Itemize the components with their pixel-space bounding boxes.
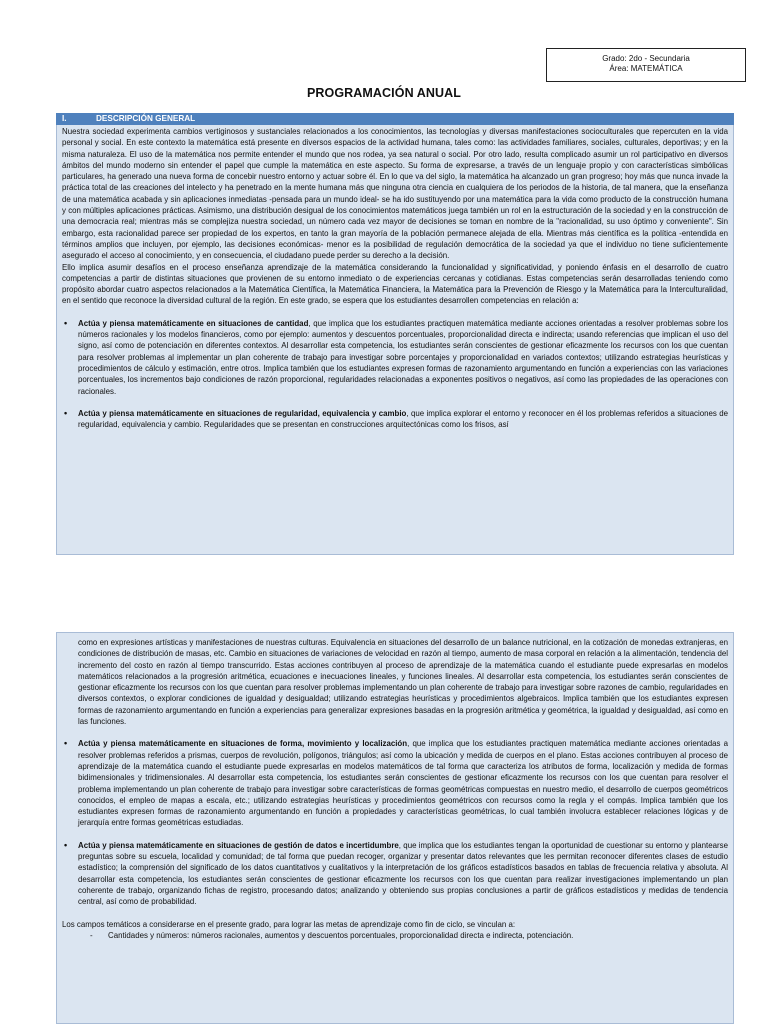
list-item — [90, 930, 728, 941]
list-item — [62, 840, 728, 908]
competency-list-continued — [62, 738, 728, 907]
section-number: I. — [62, 114, 67, 123]
thematic-field-text: Cantidades y números: números racionales, aumentos y descuentos porcentuales, proporcionalidad directa e indirecta, potenciación. — [108, 930, 574, 940]
grade-area-box — [546, 48, 746, 82]
competency-list — [62, 318, 728, 431]
competency-text-data: , que implica que los estudiantes tengan la oportunidad de cuestionar su entorno y plantearse preguntas sobre su escuela, localidad y comunidad; de tal forma que puedan recoger, organizar y presentar datos relevantes que les permitan reconocer diferentes clases de estudio estadístico; la comprensión del significado de los datos cuantitativos y cualitativos y la interpretación de los gráficos estadísticos basados en tablas de frecuencia relativa y absoluta. Al desarrollar esta competencia, los estudiantes serán conscientes de gestionar eficazmente los recursos con los que cuentan para realizar investigaciones implementando un plan coherente de trabajo, organizando fichas de registro, procesando datos; analizando y obteniendo sus propias conclusiones a partir de gráficos estadísticos y medidas de tendencia central, así como de probabilidad. — [78, 840, 728, 907]
competency-title-data: Actúa y piensa matemáticamente en situaciones de gestión de datos e incertidumbre — [78, 840, 399, 850]
competency-title-shape: Actúa y piensa matemáticamente en situaciones de forma, movimiento y localización — [78, 739, 408, 749]
competency-text-quantity: , que implica que los estudiantes practiquen matemática mediante acciones orientadas a resolver problemas sobre los números racionales y los modelos financieros, como por ejemplo: aumentos y descuentos porcentuales, proporcionalidad directa e indirecta; usando referencias que implican el uso del signo, así como de potenciación en diferentes contextos. Al desarrollar esta competencia, los estudiantes serán conscientes de gestionar eficazmente los recursos con los que cuentan para resolver problemas al implementar un plan coherente de trabajo para investigar sobre porcentajes y proporcionalidad en variados contextos; utilizando estrategias heurísticas y procedimientos de cálculo y estimación, entre otros. Implica también que los estudiantes expresen formas de razonamiento argumentando en función a experiencias con las variaciones porcentuales, los incrementos bajo condiciones de razón proporcional, regularidades relacionadas a exponentes positivos o negativos, así como las propiedades de las operaciones con racionales. — [78, 318, 729, 396]
list-item — [62, 318, 728, 397]
description-block-page2 — [56, 632, 734, 1024]
area-label: Área: MATEMÁTICA — [609, 64, 683, 73]
competency-text-regularity-continued: como en expresiones artísticas y manifestaciones de nuestras culturas. Equivalencia en situaciones del desarrollo de un balance nutricional, en la cotización de monedas extranjeras, en condiciones de distribución de masas, etc. Cambio en situaciones de variaciones de velocidad en razón al tiempo, aumento de masa corporal en relación a la alimentación, tendencia del incremento del costo en razón al tiempo transcurrido. Estas acciones contribuyen al proceso de aprendizaje de la matemática cuando el estudiante puede expresarlas en modelos matemáticos relacionados a la progresión aritmética, ecuaciones e inecuaciones lineales, y funciones lineales. Al desarrollar esta competencia, los estudiantes serán conscientes de gestionar eficazmente los recursos con los que cuentan para resolver problemas implementando un plan coherente de trabajo para investigar sobre razones de cambio, regularidades en diversos contextos, o explorar condiciones de igualdad y desigualdad; utilizando estrategias heurísticas y procedimientos algebraicos. Implica también que los estudiantes expresen formas de razonamiento argumentando en función a experiencias para generalizar expresiones basadas en la progresión aritmética y geométrica, la igualdad y desigualdad, así como en las funciones. — [78, 638, 728, 727]
competency-text-regularity: , que implica explorar el entorno y reconocer en él los problemas referidos a situaciones de regularidad, equivalencia y cambio. Regularidades que se presentan en construcciones arquitectónicas como los frisos, así — [78, 408, 728, 430]
page-title: PROGRAMACIÓN ANUAL — [306, 86, 462, 100]
list-item — [62, 738, 728, 828]
bullet-icon: • — [64, 317, 68, 328]
challenges-paragraph: Ello implica asumir desafíos en el proceso enseñanza aprendizaje de la matemática considerando la funcionalidad y significatividad, y poniendo énfasis en el desarrollo de cuatro competencias a partir de distintas situaciones que provienen de su entorno inmediato o de experiencias cercanas y cotidianas. Estas competencias serán desarrolladas teniendo como propósito abordar cuatro aspectos relacionados a la Matemática Científica, la Matemática Financiera, la Matemática para la Prevención de Riesgo y la Matemática para la Interculturalidad, en el sentido que reconoce la diversidad cultural de la región. En este grado, se espera que los estudiantes desarrollen competencias en relación a: — [62, 262, 728, 306]
competency-title-regularity: Actúa y piensa matemáticamente en situaciones de regularidad, equivalencia y cambio — [78, 408, 407, 418]
intro-paragraph: Nuestra sociedad experimenta cambios vertiginosos y sustanciales relacionados a los conocimientos, las tecnologías y diversas manifestaciones socioculturales que repercuten en la vida personal y social. En este contexto la matemática está presente en diversos espacios de la actividad humana, tales como: las actividades familiares, sociales, culturales, deportivas; y en la misma naturaleza. El uso de la matemática nos permite entender el mundo que nos rodea, ya sea natural o social. Por otro lado, resulta complicado asumir un rol participativo en diversos ámbitos del mundo moderno sin entender el papel que cumple la matemática en este aspecto. Su forma de expresarse, a través de un lenguaje propio y con características simbólicas particulares, ha generado una nueva forma de concebir nuestro entorno y actuar sobre él. En lo que va del siglo, la matemática ha alcanzado un gran progreso; hoy más que nunca invade la práctica total de las creaciones del intelecto y ha penetrado en la mente humana más que ninguna otra ciencia en cualquiera de los periodos de la historia, de tal manera, que la enseñanza de una matemática acabada y sin aplicaciones inmediatas -pensada para un mundo ideal- se ha ido sustituyendo por una matemática para la vida como producto de la construcción humana y con múltiples aplicaciones prácticas. Asimismo, una distribución desigual de los conocimientos matemáticos juega también un rol en la estructuración de la sociedad y en la construcción de una democracia real; mientras más se complejiza nuestra sociedad, un número cada vez mayor de decisiones se toman en nombre de la "racionalidad, su uso óptimo y conveniente". Sin embargo, esta racionalidad parece ser propiedad de los expertos, en tanto la gran mayoría de la población permanece alejada de ella. Mientras más científica es la política -entendida en términos amplios que incluyen, por ejemplo, las decisiones económicas- menor es la posibilidad de regulación democrática de la sociedad ya que el individuo no tiene suficientemente asegurado el acceso al conocimiento, y en consecuencia, el ciudadano puede perder su derecho a la decisión. — [62, 127, 728, 261]
competency-text-shape: , que implica que los estudiantes practiquen matemática mediante acciones orientadas a resolver problemas referidos a prismas, cuerpos de revolución, polígonos, triángulos; así como la ubicación y medida de cuerpos en el plano. Estas acciones contribuyen al proceso de aprendizaje de la matemática cuando el estudiante puede expresarlas en modelos matemáticos de tal forma que caracteriza los atributos de forma, localización y medida de formas bidimensionales y tridimensionales. Al desarrollar esta competencia, los estudiantes serán conscientes de gestionar eficazmente los recursos con los que cuentan para resolver el problema implementando un plan coherente de trabajo para investigar sobre características de formas geométricas compuestas en nuestro medio, el desarrollo de cuerpos geométricos conocidos, el empleo de mapas a escala, etc.; utilizando estrategias heurísticas y procedimientos geométricos con recursos como la regla y el compás. Implica también que los estudiantes expresen formas de razonamiento argumentando en función a propiedades y características geométricas, lo cual también involucra establecer relaciones lógicas y de jerarquía entre formas geométricas estudiadas. — [78, 739, 728, 828]
dash-icon: - — [90, 930, 93, 940]
thematic-fields-intro: Los campos temáticos a considerarse en el presente grado, para lograr las metas de aprendizaje como fin de ciclo, se vinculan a: — [62, 919, 516, 929]
section-header — [56, 113, 734, 125]
section-title: DESCRIPCIÓN GENERAL — [96, 114, 196, 123]
bullet-icon: • — [64, 738, 68, 749]
competency-title-quantity: Actúa y piensa matemáticamente en situaciones de cantidad — [78, 318, 309, 328]
grade-label: Grado: 2do - Secundaria — [602, 54, 690, 63]
bullet-icon: • — [64, 407, 68, 418]
list-item — [62, 408, 728, 431]
thematic-fields-list — [62, 930, 728, 941]
description-block-page1 — [56, 125, 734, 555]
bullet-icon: • — [64, 839, 68, 850]
